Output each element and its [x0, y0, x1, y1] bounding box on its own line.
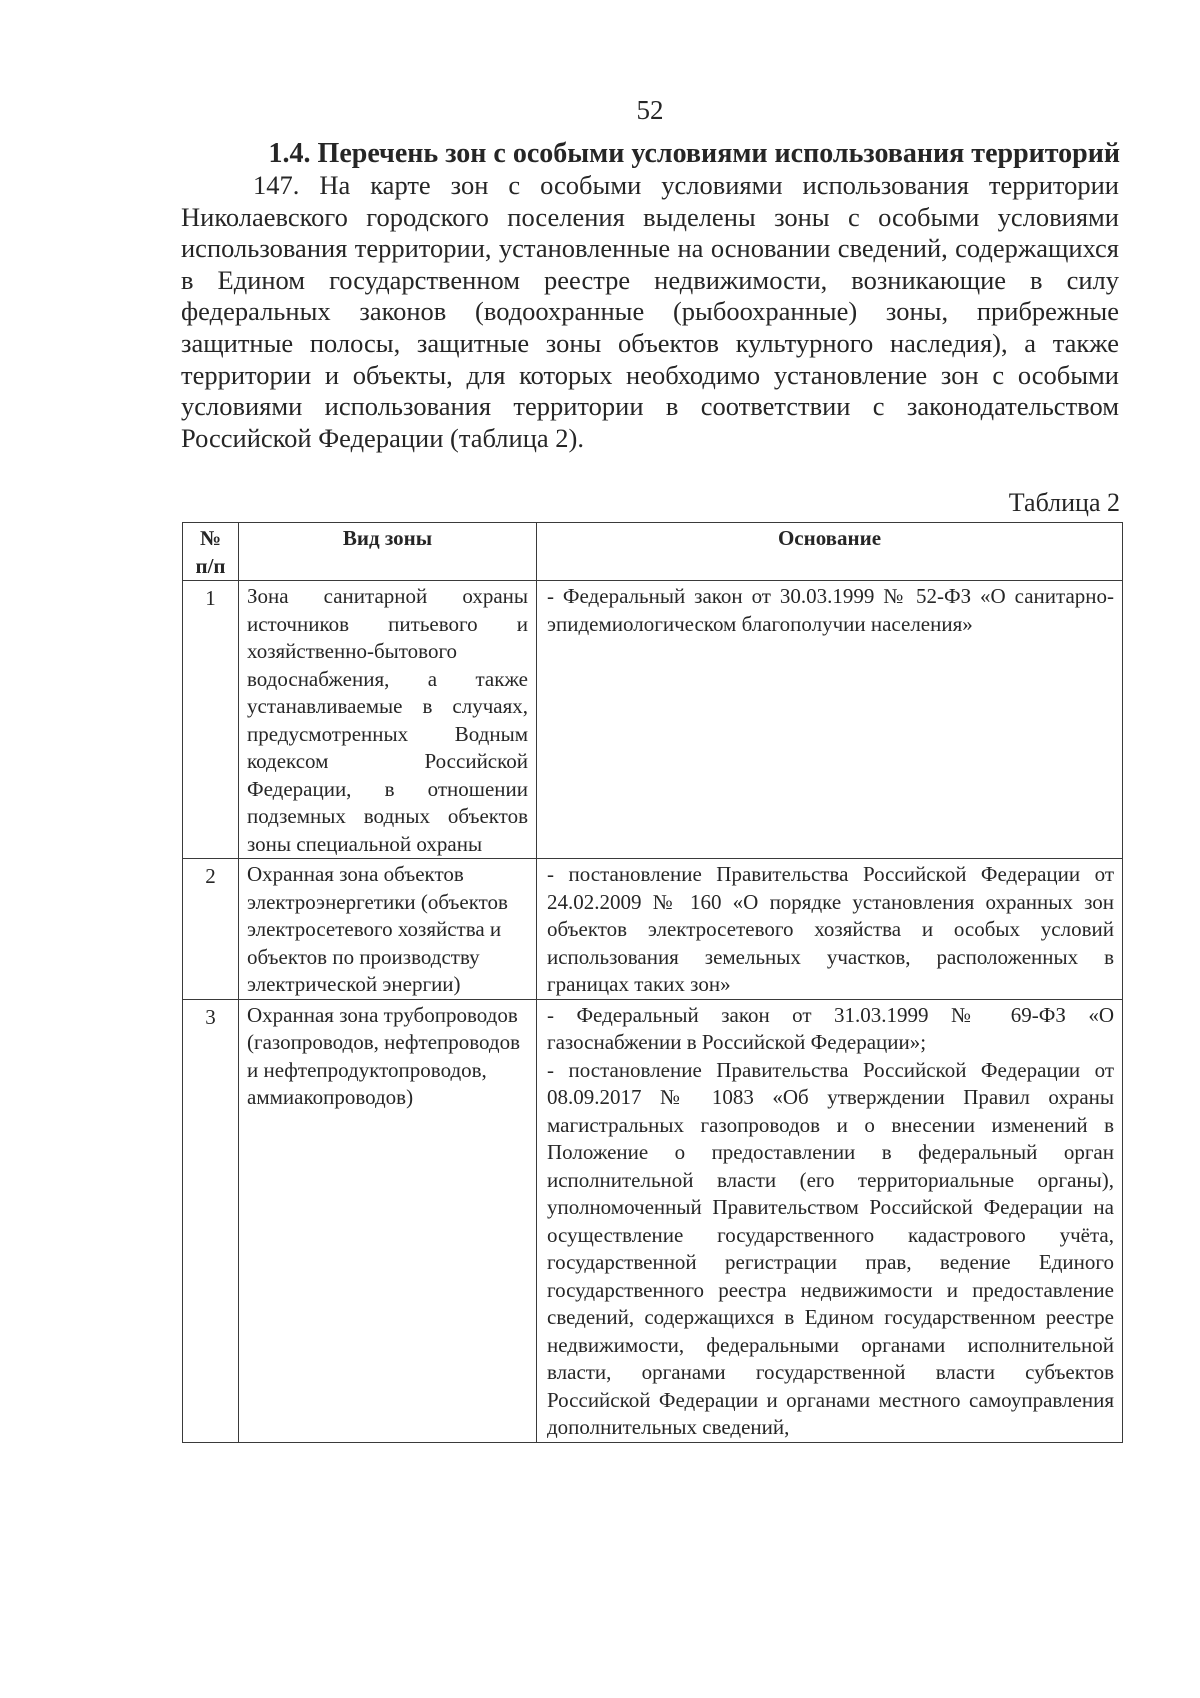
row-num: 1 — [183, 581, 239, 859]
row-num: 3 — [183, 999, 239, 1442]
row-kind: Охранная зона объектов электроэнергетики (объектов электросетевого хозяйства и объектов по производству электрической энергии) — [239, 859, 537, 1000]
body-paragraph: 147. На карте зон с особыми условиями использования территории Николаевского городского поселения выделены зоны с особыми условиями использования территории, установленные на основании сведений, содержащихся в Едином государственном реестре недвижимости, возникающие в силу федеральных законов (водоохранные (рыбоохранные) зоны, прибрежные защитные полосы, защитные зоны объектов культурного наследия), а также территории и объекты, для которых необходимо установление зон с особыми условиями использования территории в соответствии с законодательством Российской Федерации (таблица 2). — [181, 170, 1119, 453]
section-title: 1.4. Перечень зон с особыми условиями использования территорий — [268, 138, 1120, 169]
row-basis — [537, 999, 1123, 1442]
row-kind: Зона санитарной охраны источников питьевого и хозяйственно-бытового водоснабжения, а также устанавливаемые в случаях, предусмотренных Водным кодексом Российской Федерации, в отношении подземных водных объектов зоны специальной охраны — [239, 581, 537, 859]
basis-line: - постановление Правительства Российской Федерации от 24.02.2009 № 160 «О порядке установления охранных зон объектов электросетевого хозяйства и особых условий использования земельных участков, расположенных в границах таких зон» — [547, 862, 1114, 996]
header-kind: Вид зоны — [239, 523, 537, 581]
basis-line: - постановление Правительства Российской Федерации от 08.09.2017 № 1083 «Об утверждении Правил охраны магистральных газопроводов и о внесении изменений в Положение о предоставлении в федеральный орган исполнительной власти (его территориальные органы), уполномоченный Правительством Российской Федерации на осуществление государственного кадастрового учёта, государственной регистрации прав, ведение Единого государственного реестра недвижимости и предоставление сведений, содержащихся в Едином государственном реестре недвижимости, федеральными органами исполнительной власти, органами государственной власти субъектов Российской Федерации и органами местного самоуправления дополнительных сведений, — [547, 1057, 1114, 1439]
page-number: 52 — [636, 95, 664, 125]
table-row — [183, 999, 1123, 1442]
table-header-row — [183, 523, 1123, 581]
row-basis — [537, 859, 1123, 1000]
basis-line: - Федеральный закон от 30.03.1999 № 52-ФЗ «О санитарно-эпидемиологическом благополучии населения» — [547, 584, 1114, 636]
table-row — [183, 859, 1123, 1000]
row-num: 2 — [183, 859, 239, 1000]
row-basis — [537, 581, 1123, 859]
header-basis: Основание — [537, 523, 1123, 581]
zones-table — [182, 522, 1123, 1443]
basis-line: - Федеральный закон от 31.03.1999 № 69-ФЗ «О газоснабжении в Российской Федерации»; — [547, 1002, 1114, 1054]
header-num: № п/п — [183, 523, 239, 581]
row-kind: Охранная зона трубопроводов (газопроводов, нефтепроводов и нефтепродуктопроводов, аммиакопроводов) — [239, 999, 537, 1442]
table-row — [183, 581, 1123, 859]
table-caption: Таблица 2 — [1008, 488, 1120, 517]
